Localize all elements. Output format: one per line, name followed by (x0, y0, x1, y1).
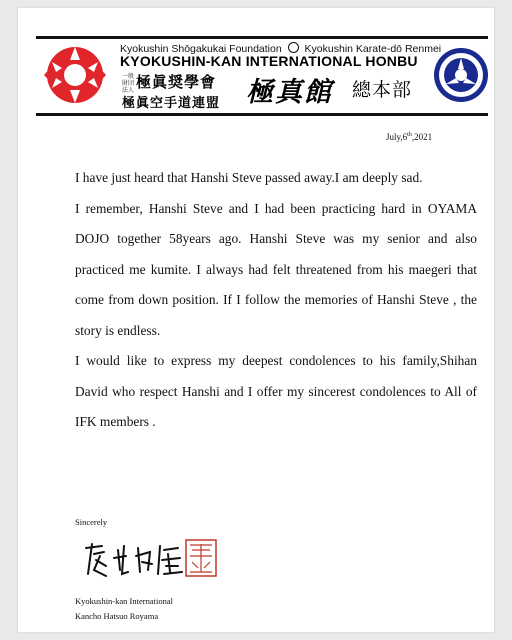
small-emblem-icon (288, 42, 299, 53)
letterhead-title: KYOKUSHIN-KAN INTERNATIONAL HONBU (120, 53, 418, 69)
signatory-org: Kyokushin-kan International (75, 596, 173, 606)
closing-salutation: Sincerely (75, 517, 108, 527)
signatory-block (75, 594, 173, 624)
jp-kyokushinkan: 極真館 (246, 77, 333, 108)
date-year: ,2021 (411, 132, 433, 142)
kanku-logo-red-icon (42, 42, 108, 108)
letter-date (386, 132, 432, 142)
letter-page (18, 8, 494, 632)
tomoe-logo-blue-icon (432, 42, 490, 108)
date-month-day: July,6 (386, 132, 408, 142)
letterhead (36, 36, 488, 116)
renmei-name: Kyokushin Karate-dō Renmei (304, 43, 442, 55)
jp-headquarters: 總本部 (352, 79, 413, 101)
paragraph-3: I would like to express my deepest condolences to his family,Shihan David who respect Hanshi and I offer my sincerest condolences to All of IFK members . (75, 353, 477, 429)
paragraph-2: I remember, Hanshi Steve and I had been practicing hard in OYAMA DOJO together 58years ago. Hanshi Steve was my senior and also practiced me kumite. I always had felt threatened from his maegeri that come from down position. If I follow the memories of Hanshi Steve , the story is endless. (75, 200, 477, 338)
foundation-name: Kyokushin Shōgakukai Foundation (120, 43, 282, 55)
signatory-name: Kancho Hatsuo Royama (75, 611, 159, 621)
jp-foundation-name: 極眞奨學會 (136, 73, 217, 91)
jp-vertical-label: 一般財団法人 (122, 73, 135, 94)
letter-body (75, 163, 477, 438)
date-ordinal: th (407, 132, 412, 138)
paragraph-1: I have just heard that Hanshi Steve passed away.I am deeply sad. (75, 170, 423, 185)
handwritten-signature-with-seal (82, 536, 222, 582)
jp-renmei-name: 極眞空手道連盟 (122, 96, 221, 111)
